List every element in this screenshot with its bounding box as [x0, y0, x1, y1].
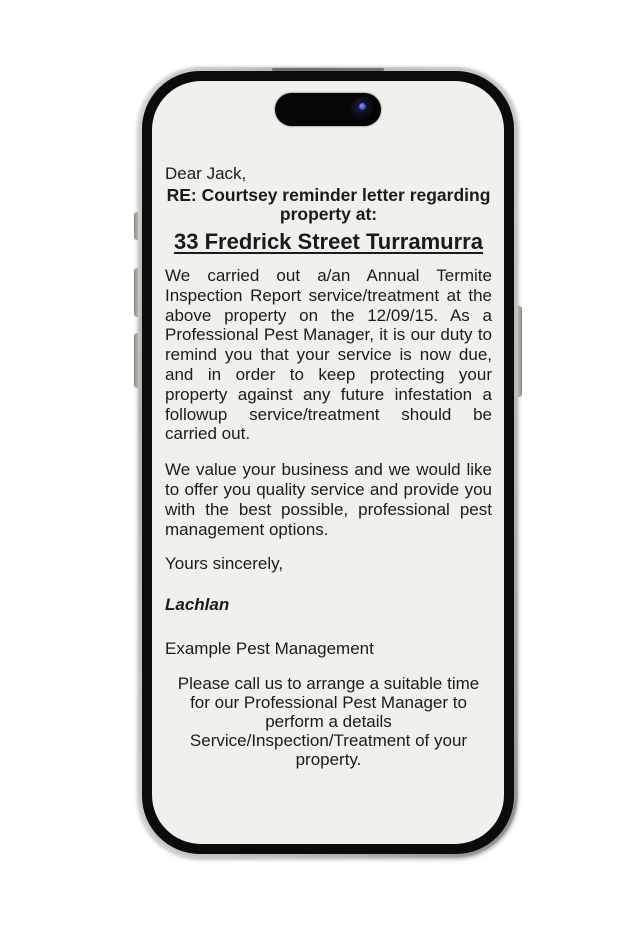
company-name: Example Pest Management — [165, 639, 374, 659]
property-address: 33 Fredrick Street Turramurra — [174, 229, 483, 254]
paragraph-value-statement: We value your business and we would like to offer you quality service and provide you with the best possible, professional pest management options. — [165, 460, 492, 539]
phone-bezel — [142, 71, 514, 854]
paragraph-service-reminder: We carried out a/an Annual Termite Inspection Report service/treatment at the above property on the 12/09/15. As a Professional Pest Manager, it is our duty to remind you that your service is now due, and in order to keep protecting your property against any future infestation a followup service/treatment should be carried out. — [165, 266, 492, 444]
reminder-letter — [152, 81, 504, 844]
phone-screen — [152, 81, 504, 844]
closing-line: Yours sincerely, — [165, 554, 284, 574]
phone-frame — [138, 67, 518, 858]
subject-line: RE: Courtsey reminder letter regarding property at: — [166, 185, 491, 224]
signature-name: Lachlan — [165, 595, 230, 615]
salutation: Dear Jack, — [165, 164, 247, 183]
footer-call-to-action: Please call us to arrange a suitable time for our Professional Pest Manager to perform a details Service/Inspection/Treatment of your property. — [177, 674, 480, 769]
phone-mockup — [134, 67, 522, 858]
